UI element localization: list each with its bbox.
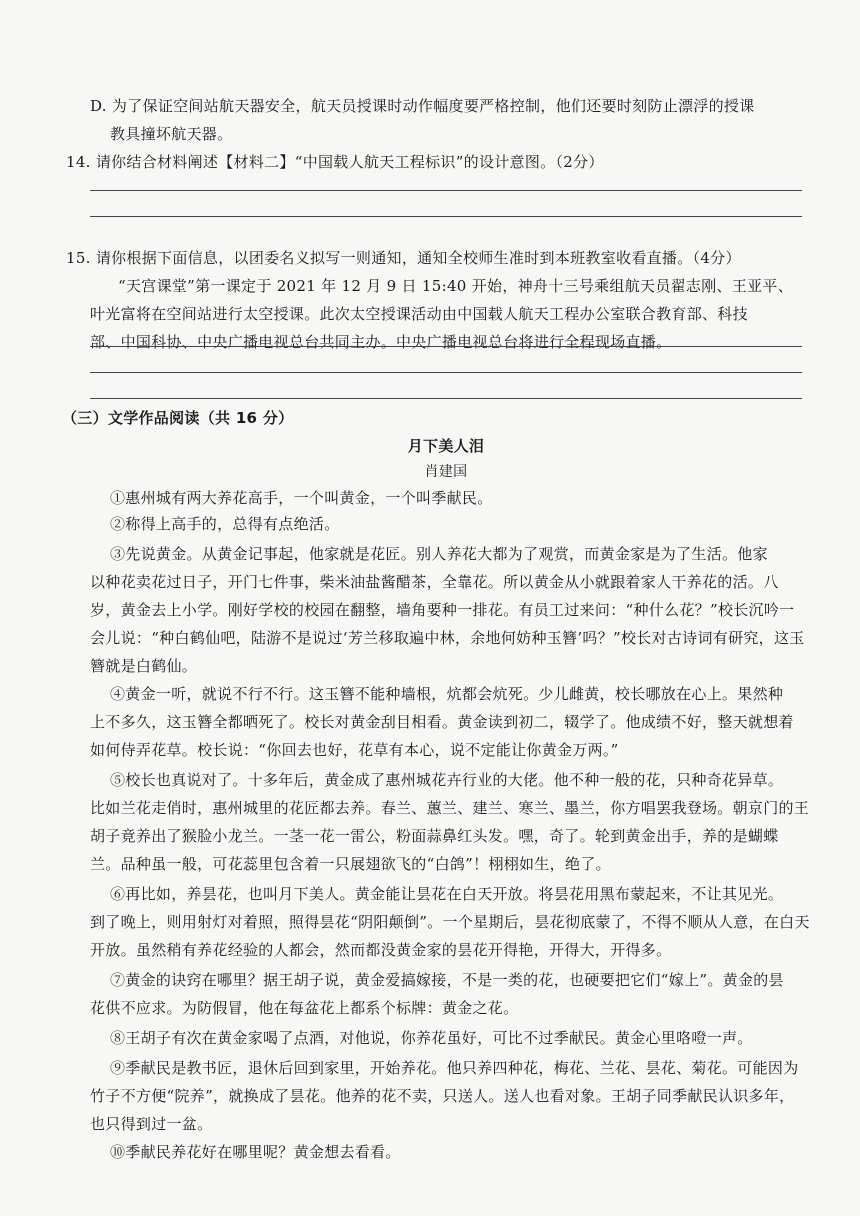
story-paragraph-start: ⑤校长也真说对了。十多年后，黄金成了惠州城花卉行业的大佬。他不种一般的花，只种奇花异草。 <box>110 771 784 789</box>
story-paragraph-start: ⑦黄金的诀窍在哪里？据王胡子说，黄金爱搞嫁接，不是一类的花，也硬要把它们“嫁上”。黄金的昙 <box>110 971 784 989</box>
story-line: 花供不应求。为防假冒，他在每盆花上都系个标牌：黄金之花。 <box>90 999 519 1017</box>
story-line: 胡子竟养出了猴脸小龙兰。一茎一花一雷公，粉面蒜鼻红头发。嘿，奇了。轮到黄金出手，养的是蝴蝶 <box>90 827 779 845</box>
q13-option-d-line2: 教具撞坏航天器。 <box>110 125 233 143</box>
story-paragraph-start: ⑨季献民是教书匠，退休后回到家里，开始养花。他只养四种花，梅花、兰花、昙花、菊花。可能因为 <box>110 1059 799 1077</box>
story-line: 兰。品种虽一般，可花蕊里包含着一只展翅欲飞的“白鸽”！栩栩如生，绝了。 <box>90 855 611 873</box>
story-title: 月下美人泪 <box>407 437 485 455</box>
story-line: 到了晚上，则用射灯对着照，照得昙花“阴阳颠倒”。一个星期后，昙花彻底蒙了，不得不顺从人意，在白天 <box>90 913 810 931</box>
story-line: 上不多久，这玉簪全都晒死了。校长对黄金刮目相看。黄金读到初二，辍学了。他成绩不好，整天就想着 <box>90 713 794 731</box>
q15-answer-line-2[interactable] <box>90 372 802 373</box>
story-line: 以种花卖花过日子，开门七件事，柴米油盐酱醋茶，全靠花。所以黄金从小就跟着家人干养花的活。八 <box>90 573 779 591</box>
story-paragraph-start: ①惠州城有两大养花高手，一个叫黄金，一个叫季献民。 <box>110 489 493 507</box>
section-heading: （三）文学作品阅读（共 16 分） <box>62 409 294 427</box>
story-paragraph-start: ⑩季献民养花好在哪里呢？黄金想去看看。 <box>110 1143 401 1161</box>
story-paragraph-start: ⑧王胡子有次在黄金家喝了点酒，对他说，你养花虽好，可比不过季献民。黄金心里咯噔一声。 <box>110 1029 753 1047</box>
story-line: 簪就是白鹤仙。 <box>90 657 198 675</box>
q15-prompt: 15. 请你根据下面信息，以团委名义拟写一则通知，通知全校师生准时到本班教室收看直播。（4分） <box>66 249 741 267</box>
story-author: 肖建国 <box>424 464 468 480</box>
story-line: 会儿说：“种白鹤仙吧，陆游不是说过‘芳兰移取遍中林，余地何妨种玉簪’吗？”校长对古诗词有研究，这玉 <box>90 629 805 647</box>
story-line: 开放。虽然稍有养花经验的人都会，然而都没黄金家的昙花开得艳，开得大，开得多。 <box>90 941 672 959</box>
story-paragraph-start: ⑥再比如，养昙花，也叫月下美人。黄金能让昙花在白天开放。将昙花用黑布蒙起来，不让其见光。 <box>110 885 784 903</box>
story-line: 竹子不方便“院养”，就换成了昙花。他养的花不卖，只送人。送人也看对象。王胡子同季献民认识多年， <box>90 1087 795 1105</box>
q14-answer-line-1[interactable] <box>90 190 802 191</box>
story-paragraph-start: ②称得上高手的，总得有点绝活。 <box>110 515 340 533</box>
q15-info-line-3: 部、中国科协、中央广播电视总台共同主办。中央广播电视总台将进行全程现场直播。 <box>90 333 672 351</box>
q15-info-line-2: 叶光富将在空间站进行太空授课。此次太空授课活动由中国载人航天工程办公室联合教育部、科技 <box>90 305 748 323</box>
story-line: 比如兰花走俏时，惠州城里的花匠都去养。春兰、蕙兰、建兰、寒兰、墨兰，你方唱罢我登场。朝京门的王 <box>90 799 810 817</box>
q15-answer-line-1[interactable] <box>90 346 802 347</box>
q14-prompt: 14. 请你结合材料阐述【材料二】“中国载人航天工程标识”的设计意图。（2分） <box>66 153 604 171</box>
story-line: 也只得到过一盆。 <box>90 1115 213 1133</box>
story-line: 如何侍弄花草。校长说：“你回去也好，花草有本心，说不定能让你黄金万两。” <box>90 741 619 759</box>
q13-option-d-line1: D. 为了保证空间站航天器安全，航天员授课时动作幅度要严格控制，他们还要时刻防止漂浮的授课 <box>90 97 755 115</box>
story-line: 岁，黄金去上小学。刚好学校的校园在翻整，墙角要种一排花。有员工过来问：“种什么花？”校长沉吟一 <box>90 601 795 619</box>
story-paragraph-start: ③先说黄金。从黄金记事起，他家就是花匠。别人养花大都为了观赏，而黄金家是为了生活。他家 <box>110 545 768 563</box>
story-paragraph-start: ④黄金一听，就说不行不行。这玉簪不能种墙根，炕都会炕死。少儿雌黄，校长哪放在心上。果然种 <box>110 685 784 703</box>
q14-answer-line-2[interactable] <box>90 216 802 217</box>
q15-answer-line-3[interactable] <box>90 398 802 399</box>
q15-info-line-1: “天宫课堂”第一课定于 2021 年 12 月 9 日 15:40 开始，神舟十三号乘组航天员翟志刚、王亚平、 <box>118 277 794 295</box>
